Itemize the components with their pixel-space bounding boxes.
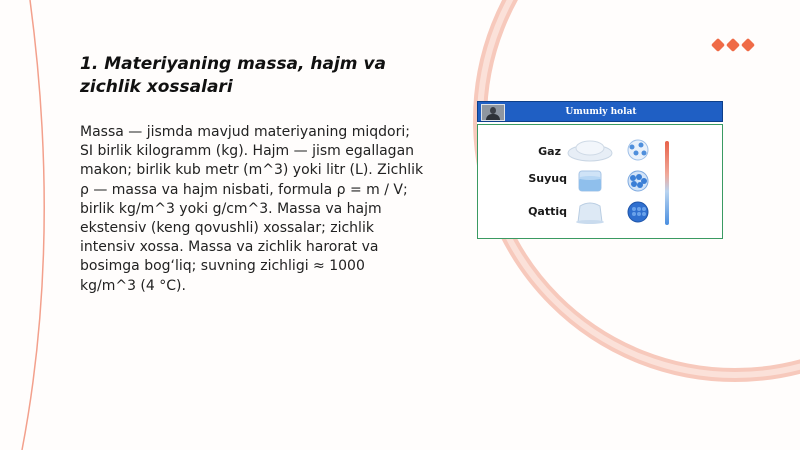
slide-title: 1. Materiyaning massa, hajm va zichlik xossalari [80,54,386,97]
temperature-gradient-bar [665,141,669,225]
decor-diamond-icon [711,38,725,52]
solid-vessel-icon [566,200,614,224]
solid-particles-icon [624,201,652,223]
gas-vessel-icon [566,139,614,163]
state-label-solid: Qattiq [528,205,567,218]
state-label-gas: Gaz [538,145,561,158]
decor-dots [713,40,753,50]
states-of-matter-figure [477,101,723,239]
gas-particles-icon [624,139,652,161]
liquid-vessel-icon [566,169,614,193]
figure-header-title: Umumiy holat [565,107,637,117]
figure-header-bar [477,101,723,122]
state-label-liquid: Suyuq [528,172,567,185]
decor-diamond-icon [726,38,740,52]
left-arc-line [22,0,44,450]
figure-panel [477,124,723,239]
slide-body-text: Massa — jismda mavjud materiyaning miqdori; SI birlik kilogramm (kg). Hajm — jism egallagan makon; birlik kub metr (m^3) yoki litr (L). Zichlik ρ — massa va hajm nisbati, formula ρ = m / V; birlik kg/m^3 yoki g/cm^3. Massa va hajm ekstensiv (keng qovushli) xossalar; zichlik intensiv xossa. Massa va zichlik harorat va bosimga bog‘liq; suvning zichligi ≈ 1000 kg/m^3 (4 °C). [80,124,424,294]
decor-diamond-icon [741,38,755,52]
liquid-particles-icon [624,170,652,192]
